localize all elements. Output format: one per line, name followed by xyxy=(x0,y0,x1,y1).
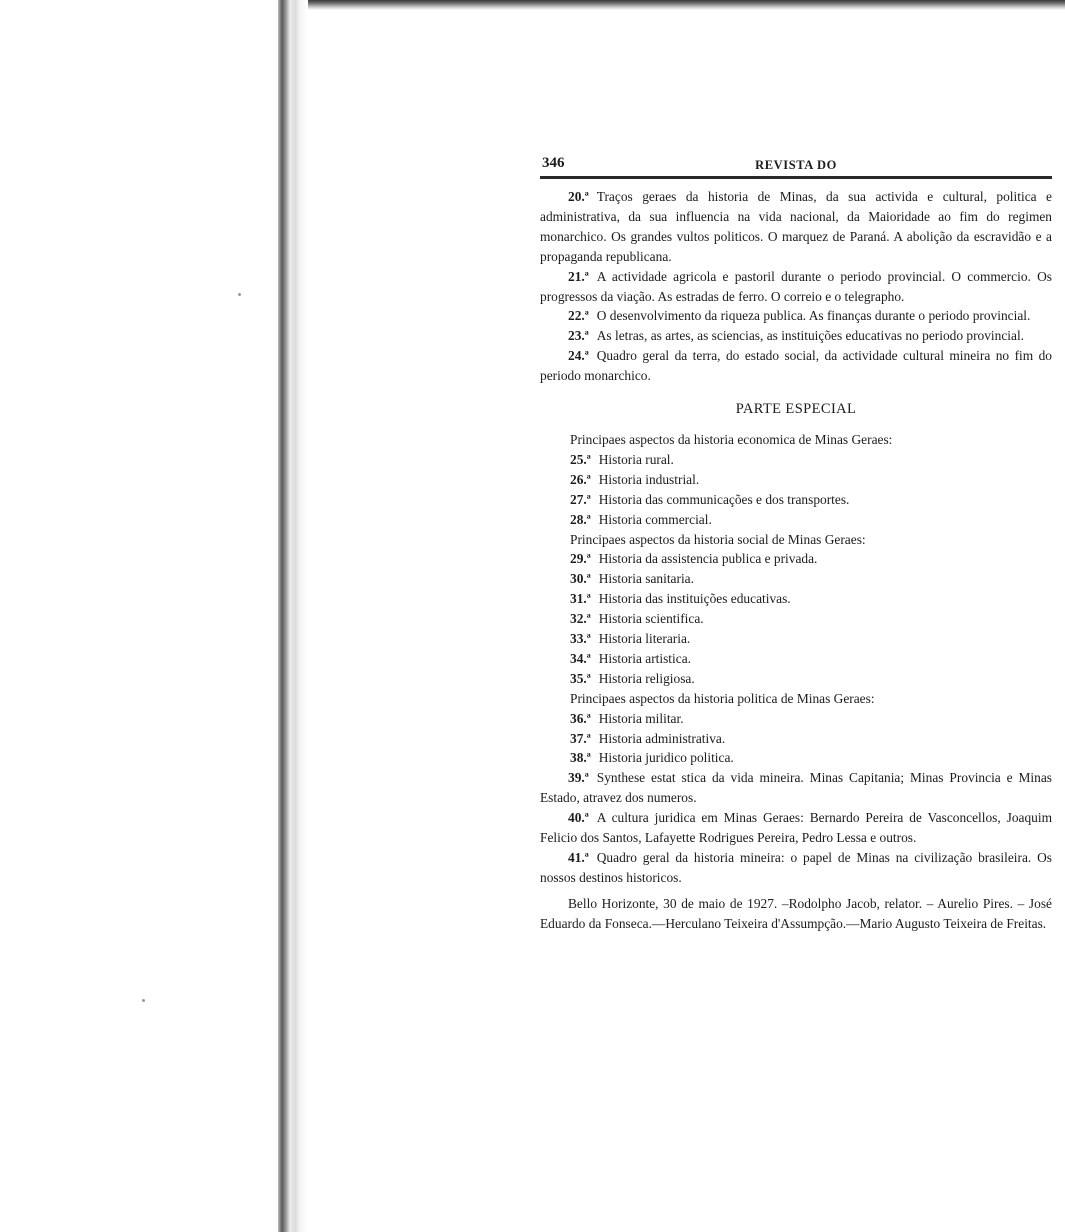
list-item xyxy=(570,649,1052,669)
topic-number: 27.ª xyxy=(570,491,591,507)
social-topics-list xyxy=(540,549,1052,688)
list-item xyxy=(570,748,1052,768)
political-intro: Principaes aspectos da historia politica de Minas Geraes: xyxy=(570,690,875,706)
page-binding-shadow-left xyxy=(278,0,308,1232)
topic-number: 22.ª xyxy=(568,308,589,324)
topic-text: Historia commercial. xyxy=(598,511,712,527)
topic-text: Historia artistica. xyxy=(598,650,691,666)
topic-text: As letras, as artes, as sciencias, as instituições educativas no periodo provincial. xyxy=(596,328,1025,344)
topic-number: 37.ª xyxy=(570,730,591,746)
topic-number: 29.ª xyxy=(570,551,591,567)
topic-text: Historia da assistencia publica e privada. xyxy=(598,551,818,567)
topic-number: 35.ª xyxy=(570,670,591,686)
topic-text: Historia juridico politica. xyxy=(598,750,734,766)
list-item xyxy=(570,589,1052,609)
topic-number: 39.ª xyxy=(568,770,589,786)
list-item xyxy=(570,450,1052,470)
paper-speck xyxy=(142,999,145,1002)
topic-paragraph xyxy=(540,306,1052,326)
page-number: 346 xyxy=(542,155,565,171)
list-item xyxy=(570,669,1052,689)
topic-text: Historia literaria. xyxy=(598,631,691,647)
political-topics-list xyxy=(540,709,1052,769)
topic-text: Quadro geral da terra, do estado social, da actividade cultural mineira no fim do periodo monarchico. xyxy=(540,348,1052,384)
section-title: PARTE ESPECIAL xyxy=(735,401,857,418)
topic-text: Historia scientifica. xyxy=(598,611,704,627)
topic-text: Historia militar. xyxy=(598,710,684,726)
topic-number: 34.ª xyxy=(570,650,591,666)
topic-text: Quadro geral da historia mineira: o papel de Minas na civilização brasileira. Os nossos destinos historicos. xyxy=(540,850,1052,885)
topic-number: 31.ª xyxy=(570,591,591,607)
topic-number: 33.ª xyxy=(570,631,591,647)
topic-number: 41.ª xyxy=(568,850,589,865)
list-item xyxy=(570,470,1052,490)
topic-text: Historia industrial. xyxy=(598,471,700,487)
paper-speck xyxy=(238,293,241,296)
header-rule xyxy=(540,176,1052,179)
list-item xyxy=(570,729,1052,749)
list-item xyxy=(570,709,1052,729)
topic-number: 26.ª xyxy=(570,471,591,487)
list-item xyxy=(570,510,1052,530)
topic-paragraph xyxy=(540,768,1052,808)
topic-text: A cultura juridica em Minas Geraes: Bernardo Pereira de Vasconcellos, Joaquim Felicio dos Santos, Lafayette Rodrigues Pereira, Pedro Lessa e outros. xyxy=(540,810,1052,846)
topic-number: 24.ª xyxy=(568,348,589,364)
closing-signatures: Bello Horizonte, 30 de maio de 1927. –Rodolpho Jacob, relator. – Aurelio Pires. – José Eduardo da Fonseca.—Herculano Teixeira d'Assumpção.—Mario Augusto Teixeira de Freitas. xyxy=(540,895,1052,931)
list-item xyxy=(570,490,1052,510)
topic-paragraph xyxy=(540,808,1052,848)
running-title: REVISTA DO xyxy=(755,158,837,172)
list-item xyxy=(570,569,1052,589)
topic-number: 23.ª xyxy=(568,328,589,344)
topic-number: 28.ª xyxy=(570,511,591,527)
page-binding-shadow-top xyxy=(278,0,1065,10)
topic-number: 32.ª xyxy=(570,611,591,627)
topic-text: Historia das instituições educativas. xyxy=(598,591,791,607)
topic-text: Synthese estat stica da vida mineira. Minas Capitania; Minas Provincia e Minas Estado, atravez dos numeros. xyxy=(540,770,1052,806)
topic-number: 21.ª xyxy=(568,268,589,284)
topic-paragraph xyxy=(540,187,1052,267)
topic-text: Historia rural. xyxy=(598,451,674,467)
topic-paragraph xyxy=(540,267,1052,307)
topic-text: Historia sanitaria. xyxy=(598,571,694,587)
topic-paragraph xyxy=(540,326,1052,346)
economic-intro: Principaes aspectos da historia economica de Minas Geraes: xyxy=(570,431,893,447)
page-header xyxy=(540,150,1052,176)
topic-number: 25.ª xyxy=(570,451,591,467)
economic-topics-list xyxy=(540,450,1052,530)
topic-paragraph xyxy=(540,848,1052,888)
list-item xyxy=(570,609,1052,629)
topic-number: 38.ª xyxy=(570,750,591,766)
topic-text: Historia das communicações e dos transportes. xyxy=(598,491,850,507)
topic-text: Historia religiosa. xyxy=(598,670,695,686)
topic-number: 30.ª xyxy=(570,571,591,587)
topic-number: 40.ª xyxy=(568,810,589,826)
page-content xyxy=(540,150,1052,934)
list-item xyxy=(570,549,1052,569)
topic-text: Historia administrativa. xyxy=(598,730,726,746)
topic-paragraph xyxy=(540,346,1052,386)
topic-text: O desenvolvimento da riqueza publica. As finanças durante o periodo provincial. xyxy=(596,308,1031,324)
topic-number: 20.ª xyxy=(568,189,589,204)
topic-number: 36.ª xyxy=(570,710,591,726)
topic-text: Traços geraes da historia de Minas, da sua activida e cultural, politica e administrativa, da sua influencia na vida nacional, da Maioridade ao fim do regimen monarchico. Os grandes vultos politicos. O marquez de Paraná. A abolição da escravidão e a propaganda republicana. xyxy=(540,189,1052,264)
list-item xyxy=(570,629,1052,649)
social-intro: Principaes aspectos da historia social de Minas Geraes: xyxy=(570,531,866,547)
topic-text: A actividade agricola e pastoril durante o periodo provincial. O commercio. Os progressos da viação. As estradas de ferro. O correio e o telegrapho. xyxy=(540,268,1052,304)
